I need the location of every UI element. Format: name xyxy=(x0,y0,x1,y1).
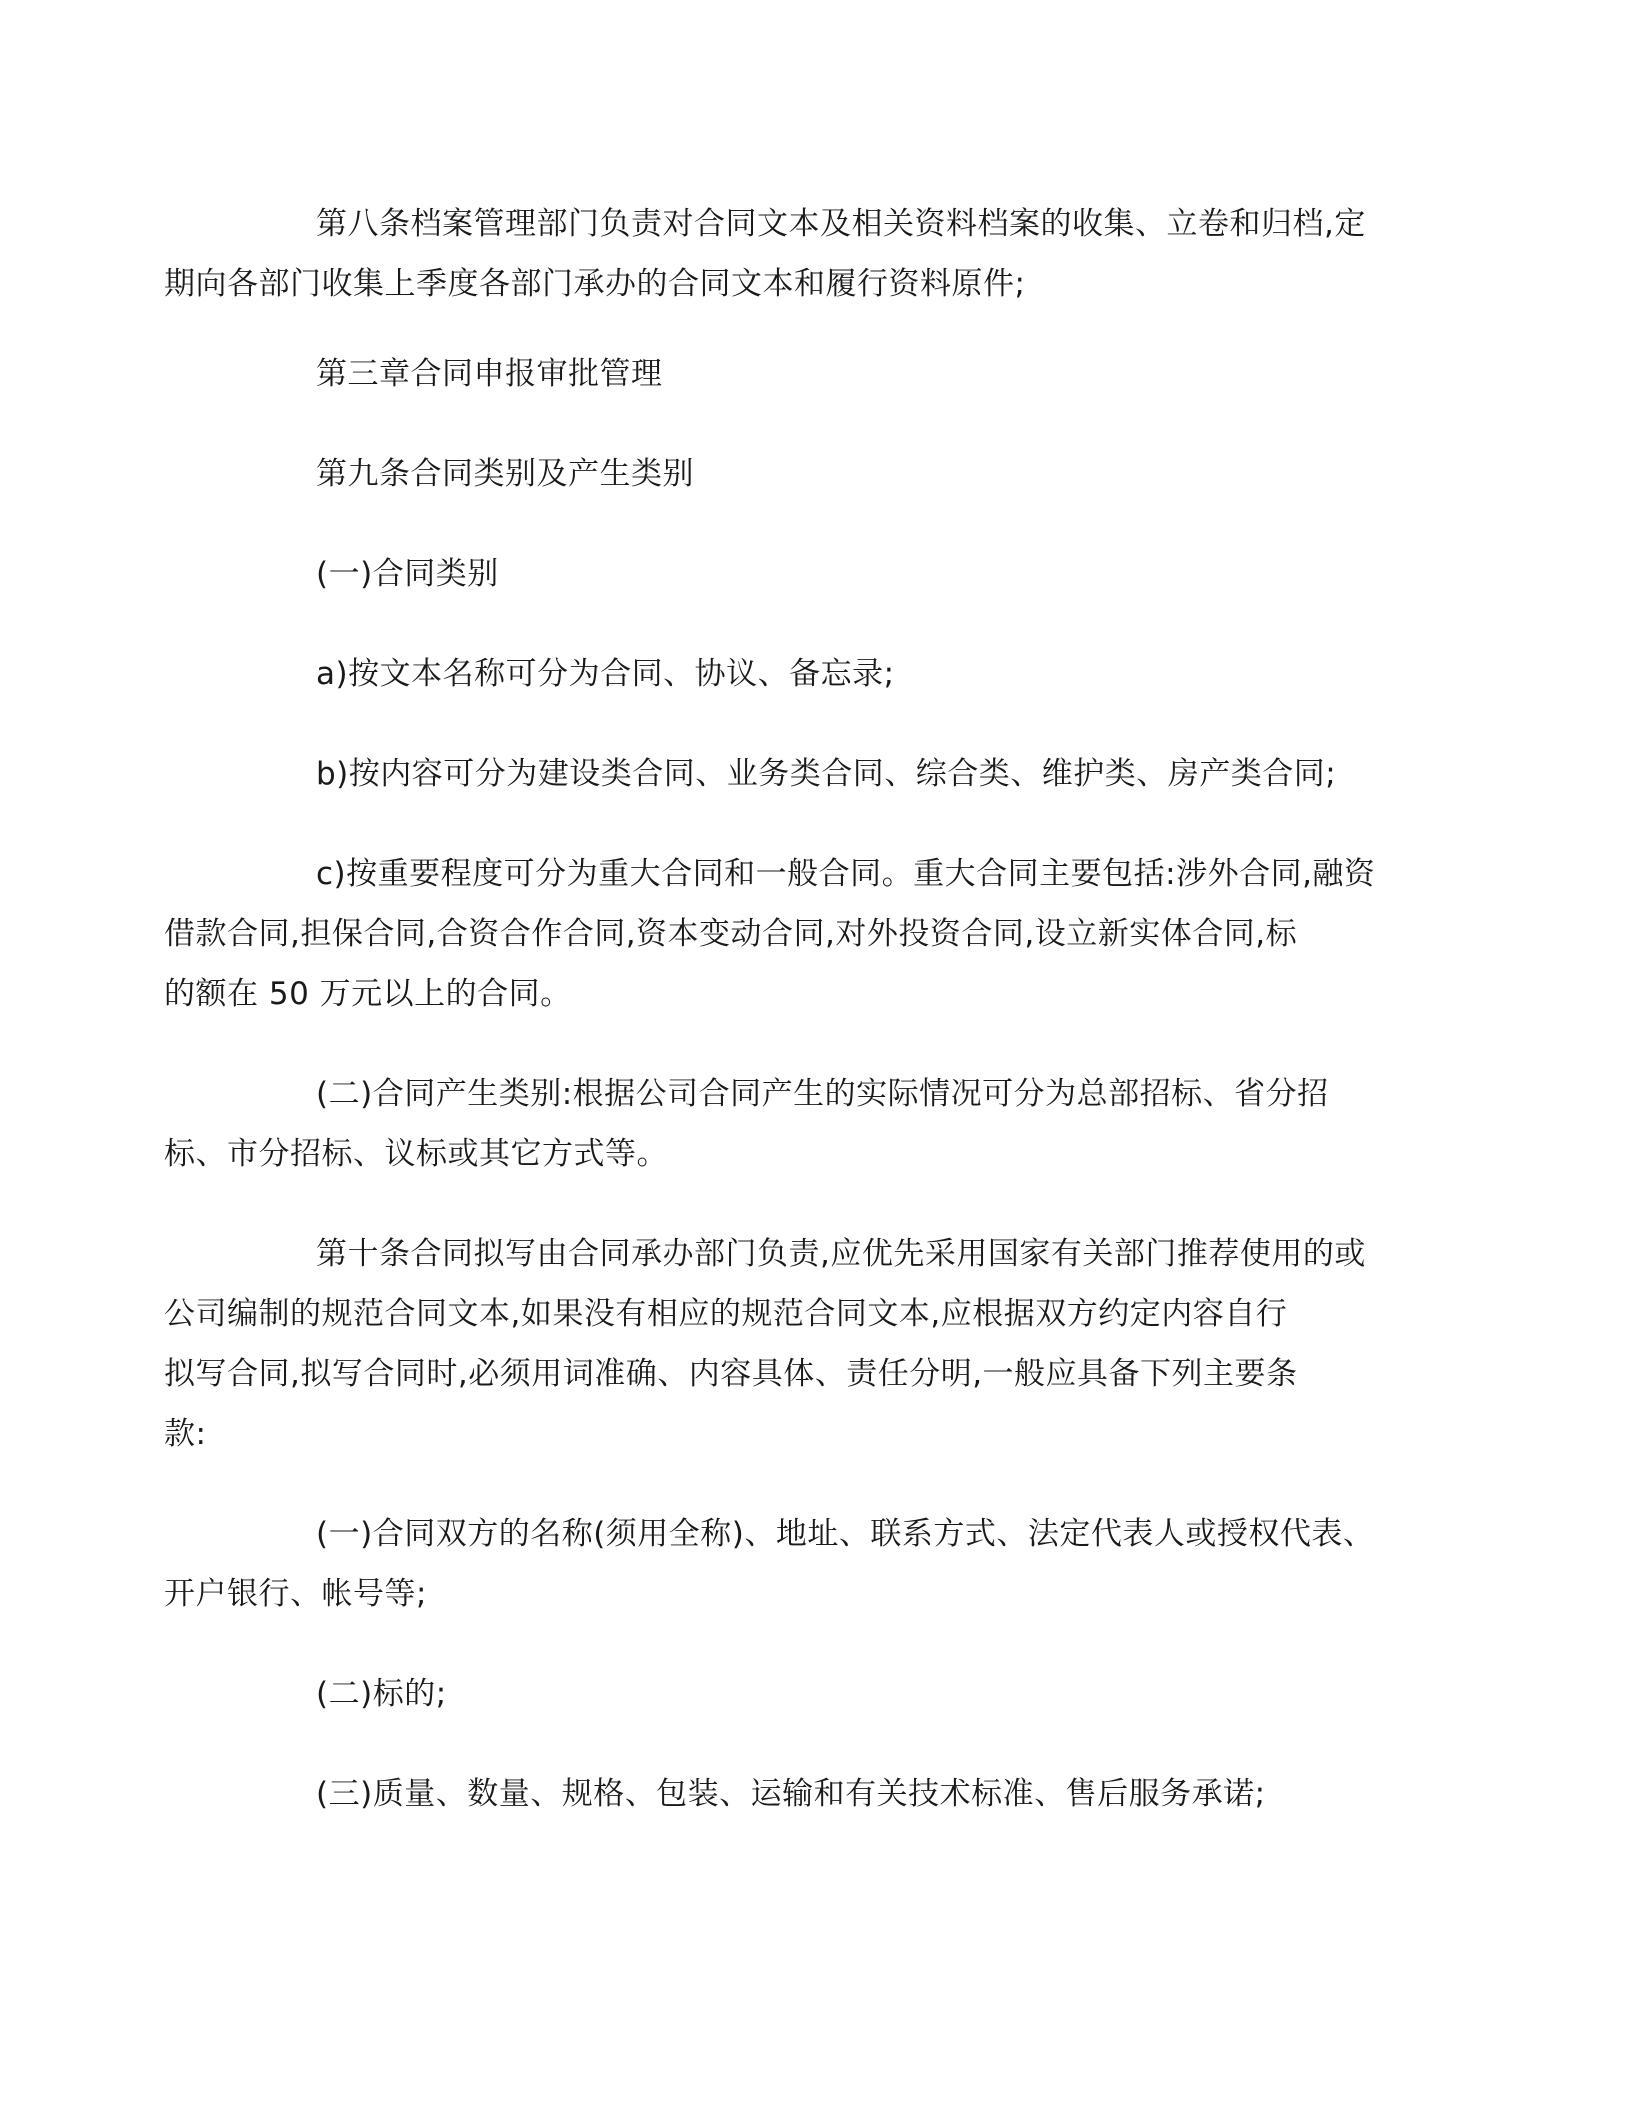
chapter-3-heading xyxy=(240,344,1380,404)
paragraph-item-b xyxy=(240,744,1380,804)
text-line: 期向各部门收集上季度各部门承办的合同文本和履行资料原件; xyxy=(164,266,1026,302)
paragraph-clause-2 xyxy=(240,1664,1380,1724)
paragraph-item-a xyxy=(240,644,1380,704)
paragraph-article-8 xyxy=(164,194,1380,314)
paragraph-contract-categories xyxy=(240,544,1380,604)
text-line: 公司编制的规范合同文本,如果没有相应的规范合同文本,应根据双方约定内容自行 xyxy=(164,1296,1288,1332)
text-line: 第八条档案管理部门负责对合同文本及相关资料档案的收集、立卷和归档,定 xyxy=(316,206,1366,242)
text-line: 拟写合同,拟写合同时,必须用词准确、内容具体、责任分明,一般应具备下列主要条 xyxy=(164,1356,1298,1392)
text-line: 开户银行、帐号等; xyxy=(164,1576,427,1612)
paragraph-contract-origin xyxy=(164,1064,1380,1184)
text-line: c)按重要程度可分为重大合同和一般合同。重大合同主要包括:涉外合同,融资 xyxy=(316,856,1376,892)
text-line: 借款合同,担保合同,合资合作合同,资本变动合同,对外投资合同,设立新实体合同,标 xyxy=(164,916,1298,952)
text-line: 第三章合同申报审批管理 xyxy=(316,356,663,392)
text-line: (一)合同类别 xyxy=(316,556,499,592)
paragraph-item-c xyxy=(164,844,1380,1024)
text-line: 第九条合同类别及产生类别 xyxy=(316,456,694,492)
paragraph-article-10 xyxy=(164,1224,1380,1464)
text-line: 款: xyxy=(164,1416,207,1452)
text-line: (三)质量、数量、规格、包装、运输和有关技术标准、售后服务承诺; xyxy=(316,1776,1266,1812)
text-line: (二)合同产生类别:根据公司合同产生的实际情况可分为总部招标、省分招 xyxy=(316,1076,1329,1112)
text-line: (二)标的; xyxy=(316,1676,447,1712)
paragraph-clause-1 xyxy=(164,1504,1380,1624)
text-line: b)按内容可分为建设类合同、业务类合同、综合类、维护类、房产类合同; xyxy=(316,756,1337,792)
paragraph-article-9 xyxy=(240,444,1380,504)
paragraph-clause-3 xyxy=(240,1764,1380,1824)
text-line: 第十条合同拟写由合同承办部门负责,应优先采用国家有关部门推荐使用的或 xyxy=(316,1236,1366,1272)
text-line: (一)合同双方的名称(须用全称)、地址、联系方式、法定代表人或授权代表、 xyxy=(316,1516,1375,1552)
text-line: a)按文本名称可分为合同、协议、备忘录; xyxy=(316,656,895,692)
text-line: 的额在 50 万元以上的合同。 xyxy=(164,976,572,1012)
text-line: 标、市分招标、议标或其它方式等。 xyxy=(164,1136,668,1172)
